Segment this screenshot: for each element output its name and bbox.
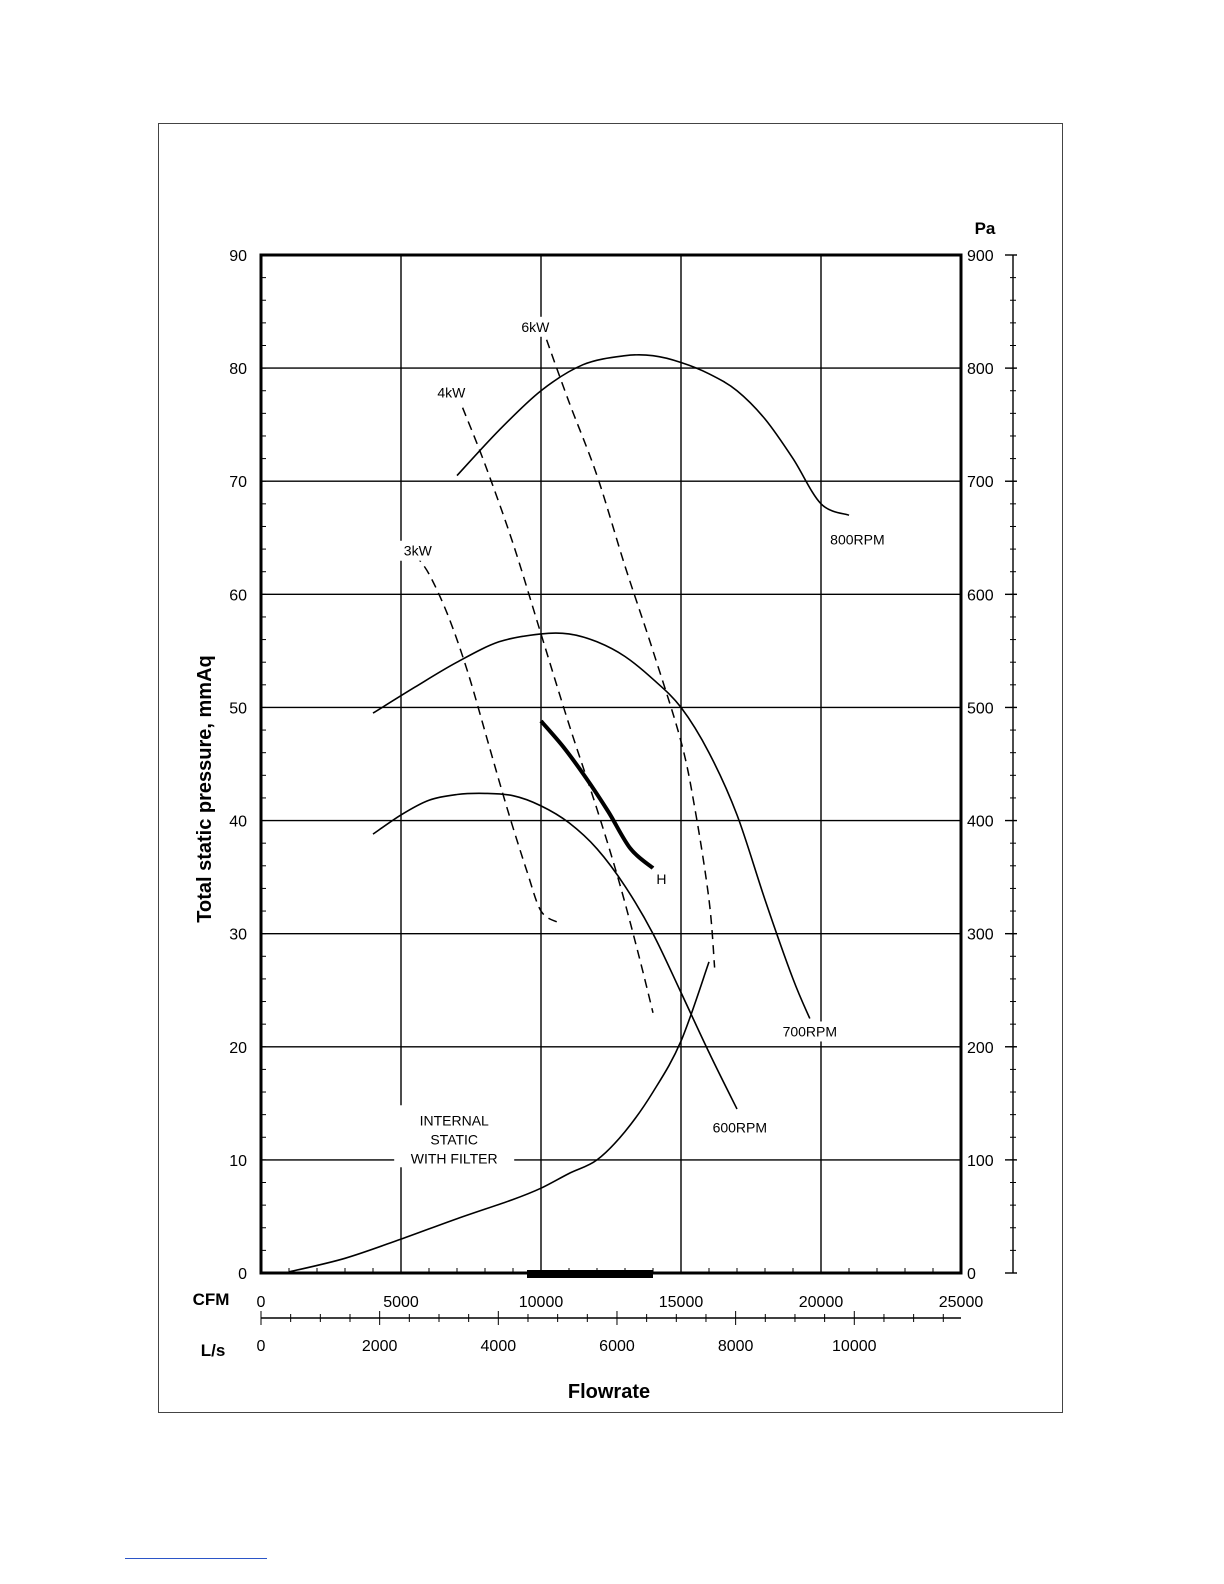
ls-tick-label: 6000 <box>599 1338 635 1355</box>
x-secondary-label: L/s <box>200 1341 226 1360</box>
x-primary-label: CFM <box>192 1290 230 1309</box>
y-tick-label: 0 <box>238 1266 247 1283</box>
curve-label-3kw: 3kW <box>403 542 432 559</box>
curve-700rpm <box>373 633 810 1019</box>
curve-label-700rpm: 700RPM <box>782 1023 838 1040</box>
x-tick-label: 15000 <box>658 1294 704 1311</box>
y2-axis-title: Pa <box>974 219 996 238</box>
curve-4kw <box>463 408 653 1013</box>
curve-800rpm <box>457 355 849 516</box>
y-tick-label: 30 <box>229 926 247 944</box>
curve-6kw <box>547 340 715 968</box>
plot-border <box>261 255 961 1273</box>
y-tick-label: 90 <box>229 248 247 265</box>
y-tick-label: 80 <box>229 361 247 379</box>
y2-tick-label: 600 <box>967 587 994 605</box>
y2-tick-label: 100 <box>967 1152 994 1170</box>
x-tick-label: 5000 <box>383 1294 419 1311</box>
curve-3kw <box>415 555 558 923</box>
y2-tick-label: 200 <box>967 1039 994 1057</box>
y2-tick-label: 400 <box>967 813 994 831</box>
y-axis-title: Total static pressure, mmAq <box>194 655 216 923</box>
y2-tick-label: 900 <box>967 248 994 265</box>
x-tick-label: 20000 <box>798 1294 844 1311</box>
x-axis-title: Flowrate <box>567 1381 651 1403</box>
ls-tick-label: 0 <box>256 1338 266 1355</box>
ls-tick-label: 10000 <box>832 1338 877 1355</box>
x-tick-label: 10000 <box>518 1294 564 1311</box>
y2-tick-label: 800 <box>967 361 994 379</box>
y-tick-label: 40 <box>229 813 247 831</box>
chart-frame <box>158 123 1063 1413</box>
y2-tick-label: 300 <box>967 926 994 944</box>
curve-label-600rpm: 600RPM <box>712 1119 768 1136</box>
grid-layer <box>229 248 1017 1355</box>
footnote-rule <box>125 1558 267 1559</box>
y-tick-label: 10 <box>229 1152 247 1170</box>
ls-tick-label: 4000 <box>480 1338 517 1355</box>
x-tick-label: 25000 <box>938 1294 984 1311</box>
curve-600rpm <box>373 793 737 1109</box>
ls-tick-label: 8000 <box>717 1338 754 1355</box>
y2-tick-label: 500 <box>967 700 994 718</box>
y-tick-label: 20 <box>229 1039 247 1057</box>
performance-chart <box>159 124 1062 1412</box>
y-tick-label: 70 <box>229 474 247 492</box>
ls-tick-label: 2000 <box>361 1338 398 1355</box>
curve-label-6kw: 6kW <box>521 318 550 335</box>
curve-label-4kw: 4kW <box>437 384 466 401</box>
y-tick-label: 50 <box>229 700 247 718</box>
curve-label-internal-static: INTERNAL STATIC WITH FILTER <box>410 1112 498 1167</box>
y2-tick-label: 700 <box>967 474 994 492</box>
x-tick-label: 0 <box>256 1294 266 1311</box>
curve-label-800rpm: 800RPM <box>830 531 885 548</box>
curve-layer <box>289 317 889 1278</box>
curve-label-h: H <box>656 870 667 887</box>
y2-tick-label: 0 <box>967 1266 976 1283</box>
y-tick-label: 60 <box>229 587 247 605</box>
curve-h <box>541 721 653 868</box>
